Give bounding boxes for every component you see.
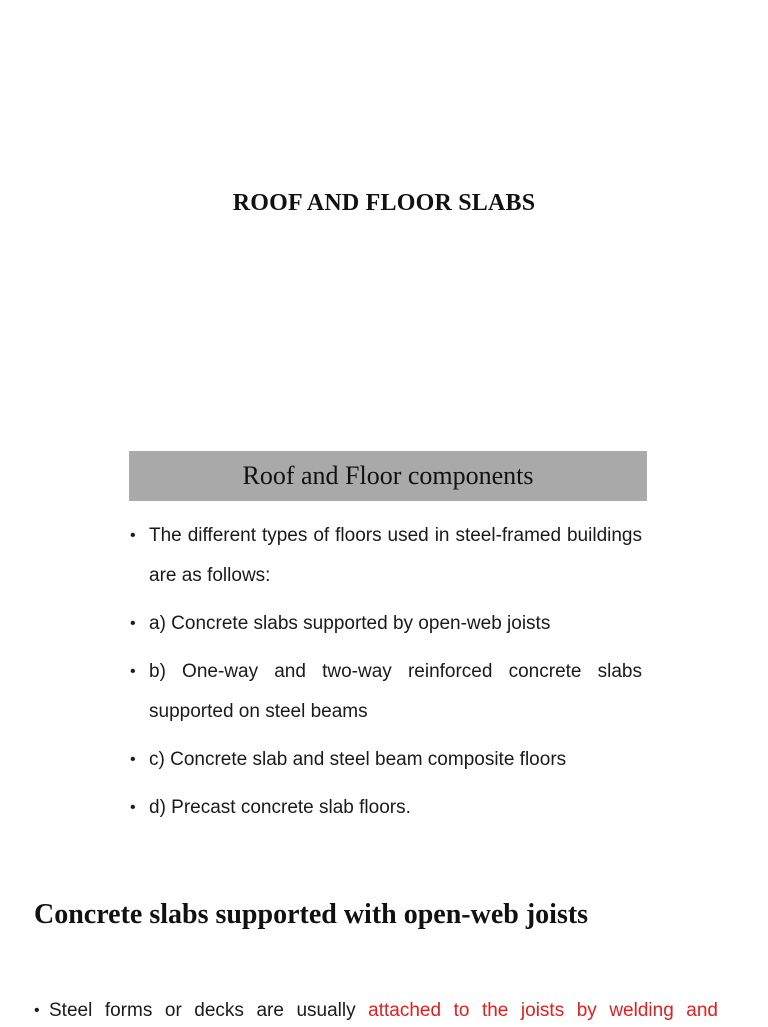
section-header-text: Roof and Floor components [242,461,534,490]
detail-text: Steel forms or decks are usually [49,1000,369,1021]
bullet-icon: • [130,615,136,632]
bullet-icon: • [130,799,136,816]
detail-highlight-text: attached to the joists by welding and [368,1000,718,1021]
list-item [130,740,642,780]
list-item-text: The different types of floors used in steel-framed buildings are as follows: [149,525,642,586]
page-title: ROOF AND FLOOR SLABS [232,190,536,216]
section-header [129,451,647,501]
detail-list [34,995,718,1027]
list-item-text: d) Precast concrete slab floors. [149,797,411,818]
list-item [130,652,642,732]
bullet-icon: • [130,751,136,768]
bullet-icon: • [130,663,136,680]
subheading: Concrete slabs supported with open-web joists [34,899,589,930]
bullet-icon: • [130,527,136,544]
list-item [130,604,642,644]
floor-types-list [130,516,642,836]
list-item-text: c) Concrete slab and steel beam composite floors [149,749,567,770]
list-item [34,995,718,1027]
bullet-icon: • [34,1002,40,1019]
list-item-text: b) One-way and two-way reinforced concrete slabs supported on steel beams [149,661,642,722]
list-item [130,516,642,596]
list-item-text: a) Concrete slabs supported by open-web joists [149,613,551,634]
list-item [130,788,642,828]
